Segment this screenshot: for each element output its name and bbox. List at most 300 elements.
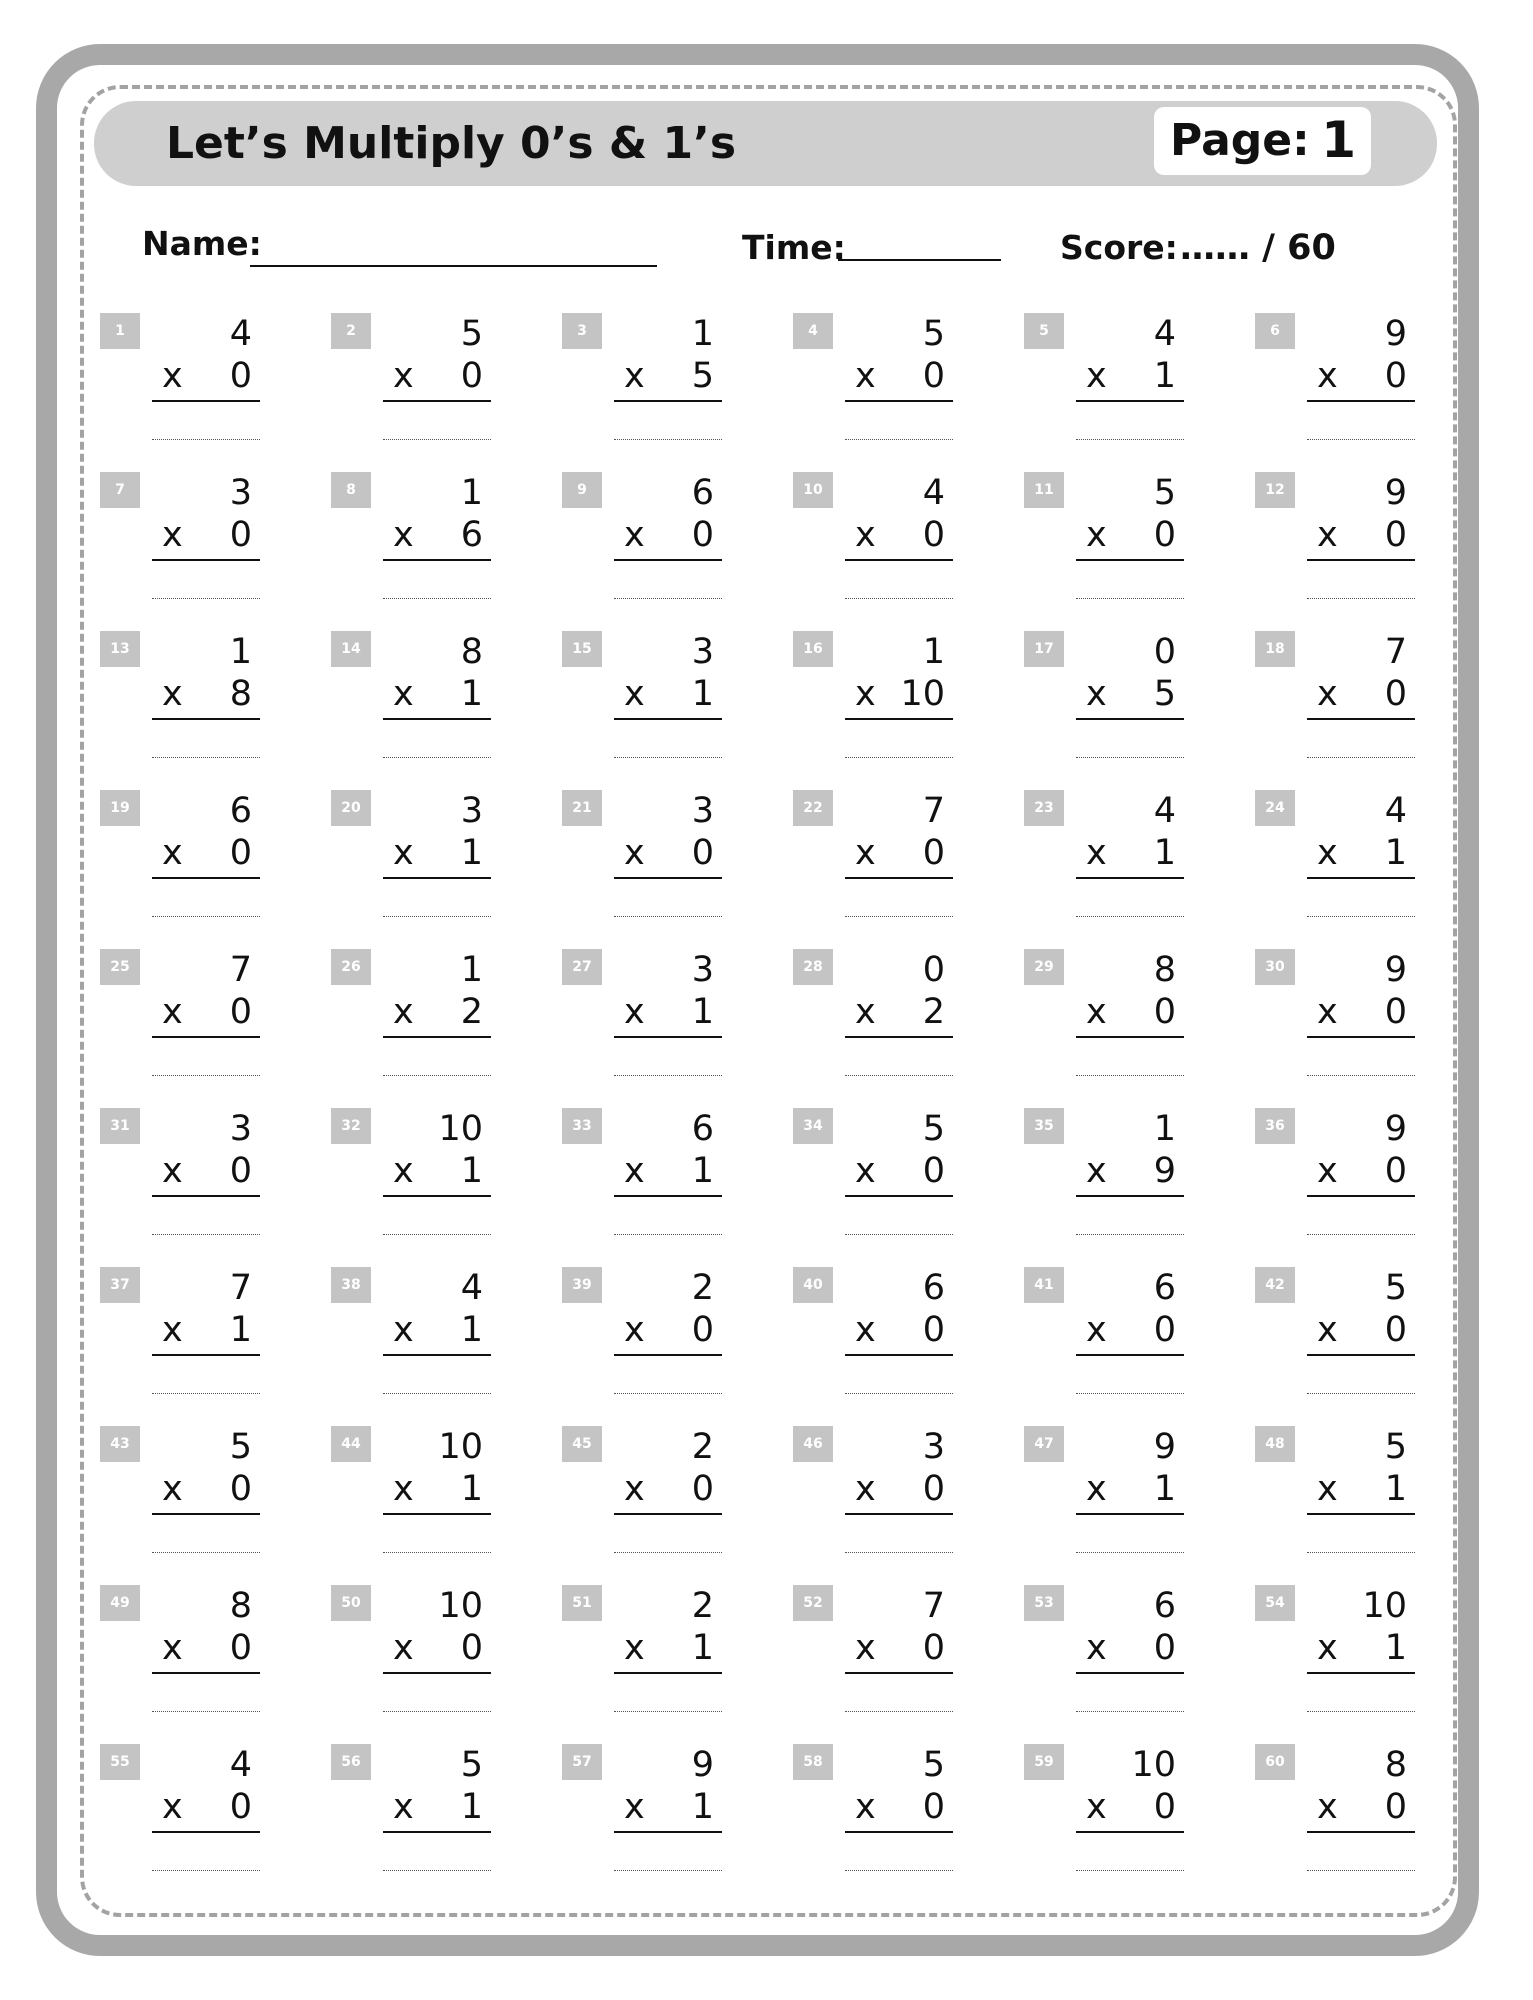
multiplier: 0	[460, 356, 483, 396]
multiplicand: 2	[691, 1268, 714, 1308]
multiplicand: 9	[1384, 314, 1407, 354]
problem-item	[793, 472, 1024, 631]
multiplicand: 6	[1153, 1586, 1176, 1626]
multiplicand: 10	[438, 1109, 483, 1149]
multiplier: 0	[922, 833, 945, 873]
multiplier: 0	[229, 356, 252, 396]
multiply-sign: x	[855, 1469, 876, 1509]
multiplicand: 1	[460, 950, 483, 990]
multiplicand: 9	[1384, 950, 1407, 990]
problem-number-badge: 22	[793, 790, 833, 826]
sum-rule-line	[845, 1672, 953, 1674]
multiplicand: 7	[229, 1268, 252, 1308]
multiplier: 0	[922, 1151, 945, 1191]
answer-line[interactable]	[152, 1870, 260, 1871]
problem-item	[100, 313, 331, 472]
problem-number-badge: 44	[331, 1426, 371, 1462]
answer-line[interactable]	[152, 1711, 260, 1712]
problem-item	[1024, 1108, 1255, 1267]
multiplicand: 5	[460, 1745, 483, 1785]
problem-item	[100, 790, 331, 949]
multiplicand: 8	[1384, 1745, 1407, 1785]
time-field-line[interactable]	[838, 259, 1001, 261]
answer-line[interactable]	[383, 916, 491, 917]
answer-line[interactable]	[383, 1393, 491, 1394]
answer-line[interactable]	[152, 916, 260, 917]
multiplicand: 4	[1153, 791, 1176, 831]
problem-item	[793, 1744, 1024, 1903]
answer-line[interactable]	[1307, 598, 1415, 599]
multiply-sign: x	[1317, 992, 1338, 1032]
multiply-sign: x	[1317, 833, 1338, 873]
multiplicand: 10	[438, 1586, 483, 1626]
sum-rule-line	[1307, 1513, 1415, 1515]
problem-number-badge: 49	[100, 1585, 140, 1621]
problem-number-badge: 57	[562, 1744, 602, 1780]
problem-number-badge: 24	[1255, 790, 1295, 826]
multiply-sign: x	[162, 1151, 183, 1191]
problem-item	[1024, 1585, 1255, 1744]
multiplier: 9	[1153, 1151, 1176, 1191]
multiply-sign: x	[1086, 674, 1107, 714]
answer-line[interactable]	[845, 1870, 953, 1871]
multiplier: 0	[229, 992, 252, 1032]
name-label: Name:	[142, 224, 262, 263]
multiplier: 5	[691, 356, 714, 396]
score-value: …… / 60	[1180, 228, 1336, 268]
multiply-sign: x	[624, 1310, 645, 1350]
multiply-sign: x	[624, 1787, 645, 1827]
problem-item	[793, 1426, 1024, 1585]
answer-line[interactable]	[845, 916, 953, 917]
answer-line[interactable]	[1076, 757, 1184, 758]
problem-item	[793, 1108, 1024, 1267]
multiply-sign: x	[1317, 1787, 1338, 1827]
problem-number-badge: 4	[793, 313, 833, 349]
problem-item	[562, 631, 793, 790]
multiplier: 0	[922, 356, 945, 396]
answer-line[interactable]	[1307, 757, 1415, 758]
multiplier: 8	[229, 674, 252, 714]
sum-rule-line	[1076, 877, 1184, 879]
answer-line[interactable]	[614, 598, 722, 599]
multiply-sign: x	[624, 674, 645, 714]
problem-number-badge: 52	[793, 1585, 833, 1621]
multiply-sign: x	[624, 515, 645, 555]
multiplicand: 0	[922, 950, 945, 990]
multiplicand: 1	[1153, 1109, 1176, 1149]
multiply-sign: x	[855, 1628, 876, 1668]
multiplier: 1	[691, 992, 714, 1032]
multiplier: 5	[1153, 674, 1176, 714]
multiplier: 0	[922, 1628, 945, 1668]
multiply-sign: x	[855, 1787, 876, 1827]
problem-number-badge: 45	[562, 1426, 602, 1462]
answer-line[interactable]	[1307, 1075, 1415, 1076]
problem-number-badge: 6	[1255, 313, 1295, 349]
multiply-sign: x	[162, 1787, 183, 1827]
sum-rule-line	[383, 877, 491, 879]
sum-rule-line	[1076, 1831, 1184, 1833]
sum-rule-line	[1076, 400, 1184, 402]
sum-rule-line	[383, 1513, 491, 1515]
answer-line[interactable]	[1076, 598, 1184, 599]
answer-line[interactable]	[614, 1393, 722, 1394]
answer-line[interactable]	[383, 1552, 491, 1553]
problem-item	[1024, 313, 1255, 472]
answer-line[interactable]	[1307, 916, 1415, 917]
sum-rule-line	[152, 1354, 260, 1356]
multiplier: 1	[1384, 1628, 1407, 1668]
multiplier: 0	[1384, 356, 1407, 396]
problem-number-badge: 27	[562, 949, 602, 985]
multiplicand: 2	[691, 1586, 714, 1626]
sum-rule-line	[1076, 1513, 1184, 1515]
problem-item	[1255, 1585, 1486, 1744]
problem-item	[100, 1108, 331, 1267]
multiply-sign: x	[162, 992, 183, 1032]
sum-rule-line	[383, 718, 491, 720]
problem-item	[793, 949, 1024, 1108]
answer-line[interactable]	[1307, 1870, 1415, 1871]
sum-rule-line	[845, 877, 953, 879]
problem-item	[1255, 1426, 1486, 1585]
multiplicand: 6	[229, 791, 252, 831]
multiplicand: 4	[922, 473, 945, 513]
answer-line[interactable]	[614, 1075, 722, 1076]
sum-rule-line	[614, 877, 722, 879]
sum-rule-line	[1076, 559, 1184, 561]
problem-number-badge: 12	[1255, 472, 1295, 508]
answer-line[interactable]	[383, 1870, 491, 1871]
multiplicand: 9	[691, 1745, 714, 1785]
sum-rule-line	[152, 1672, 260, 1674]
problem-number-badge: 19	[100, 790, 140, 826]
multiplicand: 7	[1384, 632, 1407, 672]
multiply-sign: x	[855, 1151, 876, 1191]
answer-line[interactable]	[1307, 1393, 1415, 1394]
multiplier: 0	[691, 515, 714, 555]
problem-item	[562, 472, 793, 631]
multiply-sign: x	[162, 1469, 183, 1509]
answer-line[interactable]	[1307, 1552, 1415, 1553]
multiply-sign: x	[393, 992, 414, 1032]
answer-line[interactable]	[383, 1075, 491, 1076]
multiplier: 1	[460, 674, 483, 714]
multiply-sign: x	[1086, 356, 1107, 396]
multiply-sign: x	[624, 1151, 645, 1191]
multiplier: 0	[1153, 1787, 1176, 1827]
multiplier: 0	[1384, 515, 1407, 555]
multiply-sign: x	[1086, 1628, 1107, 1668]
multiplier: 1	[1153, 833, 1176, 873]
multiply-sign: x	[393, 1787, 414, 1827]
multiplier: 1	[691, 1787, 714, 1827]
score-label: Score:	[1060, 228, 1178, 267]
problem-item	[793, 1585, 1024, 1744]
multiply-sign: x	[162, 674, 183, 714]
answer-line[interactable]	[1076, 1552, 1184, 1553]
problem-item	[1255, 1267, 1486, 1426]
problem-number-badge: 46	[793, 1426, 833, 1462]
multiplicand: 4	[229, 1745, 252, 1785]
problem-item	[562, 1585, 793, 1744]
answer-line[interactable]	[845, 1075, 953, 1076]
problem-item	[1024, 472, 1255, 631]
problem-number-badge: 9	[562, 472, 602, 508]
multiply-sign: x	[1086, 833, 1107, 873]
problem-item	[1024, 1426, 1255, 1585]
answer-line[interactable]	[614, 757, 722, 758]
problem-number-badge: 3	[562, 313, 602, 349]
multiplicand: 7	[922, 1586, 945, 1626]
page-label: Page:	[1170, 115, 1310, 166]
multiplier: 0	[229, 515, 252, 555]
problem-item	[562, 1108, 793, 1267]
multiplicand: 5	[922, 1109, 945, 1149]
answer-line[interactable]	[1076, 439, 1184, 440]
multiplicand: 3	[691, 791, 714, 831]
problem-item	[331, 1108, 562, 1267]
sum-rule-line	[1076, 1036, 1184, 1038]
multiply-sign: x	[1086, 515, 1107, 555]
multiply-sign: x	[162, 1310, 183, 1350]
problem-item	[100, 1426, 331, 1585]
problem-number-badge: 60	[1255, 1744, 1295, 1780]
answer-line[interactable]	[614, 439, 722, 440]
answer-line[interactable]	[1307, 1711, 1415, 1712]
answer-line[interactable]	[152, 439, 260, 440]
problem-item	[1255, 1744, 1486, 1903]
problem-item	[331, 1585, 562, 1744]
problem-item	[331, 1744, 562, 1903]
answer-line[interactable]	[383, 1234, 491, 1235]
multiplier: 0	[1384, 1787, 1407, 1827]
multiply-sign: x	[1086, 992, 1107, 1032]
multiplier: 0	[691, 1310, 714, 1350]
answer-line[interactable]	[1076, 1393, 1184, 1394]
multiplicand: 0	[1153, 632, 1176, 672]
multiply-sign: x	[855, 1310, 876, 1350]
sum-rule-line	[614, 1513, 722, 1515]
multiplier: 0	[460, 1628, 483, 1668]
multiplicand: 9	[1384, 1109, 1407, 1149]
sum-rule-line	[1076, 1195, 1184, 1197]
problem-item	[562, 1426, 793, 1585]
problem-number-badge: 34	[793, 1108, 833, 1144]
answer-line[interactable]	[1076, 1711, 1184, 1712]
sum-rule-line	[845, 1513, 953, 1515]
multiply-sign: x	[1086, 1469, 1107, 1509]
answer-line[interactable]	[614, 1234, 722, 1235]
problem-item	[562, 790, 793, 949]
problem-number-badge: 14	[331, 631, 371, 667]
problem-item	[793, 631, 1024, 790]
sum-rule-line	[1307, 1036, 1415, 1038]
multiplicand: 3	[922, 1427, 945, 1467]
problem-item	[562, 1267, 793, 1426]
answer-line[interactable]	[614, 916, 722, 917]
multiplier: 0	[229, 1628, 252, 1668]
name-field-line[interactable]	[250, 265, 657, 267]
multiplicand: 4	[1384, 791, 1407, 831]
problem-item	[100, 1585, 331, 1744]
problem-number-badge: 48	[1255, 1426, 1295, 1462]
multiplicand: 7	[922, 791, 945, 831]
problem-number-badge: 2	[331, 313, 371, 349]
multiplier: 1	[1384, 1469, 1407, 1509]
multiplicand: 3	[229, 1109, 252, 1149]
multiplicand: 4	[229, 314, 252, 354]
answer-line[interactable]	[614, 1870, 722, 1871]
answer-line[interactable]	[1076, 1870, 1184, 1871]
answer-line[interactable]	[1076, 916, 1184, 917]
sum-rule-line	[152, 1036, 260, 1038]
multiplicand: 5	[460, 314, 483, 354]
answer-line[interactable]	[845, 757, 953, 758]
problem-item	[1024, 949, 1255, 1108]
answer-line[interactable]	[1076, 1234, 1184, 1235]
sum-rule-line	[845, 559, 953, 561]
answer-line[interactable]	[1307, 1234, 1415, 1235]
multiply-sign: x	[393, 1628, 414, 1668]
multiplier: 2	[922, 992, 945, 1032]
multiplier: 0	[691, 1469, 714, 1509]
answer-line[interactable]	[845, 439, 953, 440]
sum-rule-line	[845, 400, 953, 402]
problem-number-badge: 36	[1255, 1108, 1295, 1144]
answer-line[interactable]	[152, 1393, 260, 1394]
problem-number-badge: 53	[1024, 1585, 1064, 1621]
answer-line[interactable]	[152, 598, 260, 599]
multiplier: 1	[691, 674, 714, 714]
multiplier: 6	[460, 515, 483, 555]
sum-rule-line	[1307, 400, 1415, 402]
problem-item	[1255, 313, 1486, 472]
problem-number-badge: 38	[331, 1267, 371, 1303]
multiplier: 0	[229, 833, 252, 873]
sum-rule-line	[383, 1354, 491, 1356]
multiply-sign: x	[1317, 1151, 1338, 1191]
multiply-sign: x	[393, 1469, 414, 1509]
sum-rule-line	[614, 1831, 722, 1833]
multiplicand: 3	[229, 473, 252, 513]
sum-rule-line	[152, 1513, 260, 1515]
problem-number-badge: 8	[331, 472, 371, 508]
sum-rule-line	[614, 1672, 722, 1674]
problem-number-badge: 37	[100, 1267, 140, 1303]
multiplier: 0	[1153, 992, 1176, 1032]
multiply-sign: x	[855, 515, 876, 555]
multiplier: 0	[922, 1469, 945, 1509]
multiplicand: 5	[229, 1427, 252, 1467]
sum-rule-line	[614, 718, 722, 720]
multiplicand: 3	[460, 791, 483, 831]
sum-rule-line	[845, 1195, 953, 1197]
multiplier: 0	[1384, 992, 1407, 1032]
multiplier: 1	[691, 1628, 714, 1668]
multiplicand: 5	[1384, 1268, 1407, 1308]
multiply-sign: x	[624, 1469, 645, 1509]
answer-line[interactable]	[383, 598, 491, 599]
multiplier: 0	[1384, 674, 1407, 714]
sum-rule-line	[614, 1036, 722, 1038]
answer-line[interactable]	[152, 1552, 260, 1553]
answer-line[interactable]	[1307, 439, 1415, 440]
problem-number-badge: 16	[793, 631, 833, 667]
problem-number-badge: 13	[100, 631, 140, 667]
problem-number-badge: 26	[331, 949, 371, 985]
multiplier: 1	[460, 1151, 483, 1191]
multiply-sign: x	[393, 1151, 414, 1191]
multiply-sign: x	[393, 356, 414, 396]
problem-number-badge: 33	[562, 1108, 602, 1144]
multiplicand: 6	[922, 1268, 945, 1308]
problem-number-badge: 20	[331, 790, 371, 826]
sum-rule-line	[383, 1831, 491, 1833]
sum-rule-line	[1307, 877, 1415, 879]
multiply-sign: x	[624, 1628, 645, 1668]
problem-number-badge: 25	[100, 949, 140, 985]
problem-item	[1024, 790, 1255, 949]
sum-rule-line	[614, 400, 722, 402]
answer-line[interactable]	[1076, 1075, 1184, 1076]
answer-line[interactable]	[152, 1234, 260, 1235]
problem-number-badge: 15	[562, 631, 602, 667]
answer-line[interactable]	[845, 598, 953, 599]
multiplicand: 8	[460, 632, 483, 672]
multiplier: 0	[229, 1787, 252, 1827]
multiplicand: 8	[1153, 950, 1176, 990]
sum-rule-line	[152, 877, 260, 879]
sum-rule-line	[383, 1672, 491, 1674]
multiplicand: 3	[691, 632, 714, 672]
sum-rule-line	[614, 559, 722, 561]
problem-number-badge: 55	[100, 1744, 140, 1780]
answer-line[interactable]	[614, 1552, 722, 1553]
answer-line[interactable]	[383, 439, 491, 440]
multiply-sign: x	[393, 1310, 414, 1350]
multiplier: 0	[1153, 1628, 1176, 1668]
multiplier: 2	[460, 992, 483, 1032]
multiplier: 0	[922, 1310, 945, 1350]
answer-line[interactable]	[383, 1711, 491, 1712]
answer-line[interactable]	[845, 1393, 953, 1394]
sum-rule-line	[383, 1036, 491, 1038]
answer-line[interactable]	[152, 757, 260, 758]
answer-line[interactable]	[614, 1711, 722, 1712]
multiplicand: 5	[1384, 1427, 1407, 1467]
multiplier: 0	[229, 1469, 252, 1509]
answer-line[interactable]	[845, 1711, 953, 1712]
problem-item	[793, 1267, 1024, 1426]
problem-number-badge: 43	[100, 1426, 140, 1462]
multiplier: 10	[900, 674, 945, 714]
answer-line[interactable]	[383, 757, 491, 758]
problem-number-badge: 7	[100, 472, 140, 508]
problem-item	[1024, 1744, 1255, 1903]
multiplicand: 10	[1131, 1745, 1176, 1785]
answer-line[interactable]	[152, 1075, 260, 1076]
multiplicand: 1	[460, 473, 483, 513]
multiply-sign: x	[393, 833, 414, 873]
problem-number-badge: 50	[331, 1585, 371, 1621]
problem-number-badge: 35	[1024, 1108, 1064, 1144]
answer-line[interactable]	[845, 1234, 953, 1235]
problem-number-badge: 10	[793, 472, 833, 508]
answer-line[interactable]	[845, 1552, 953, 1553]
problem-number-badge: 28	[793, 949, 833, 985]
